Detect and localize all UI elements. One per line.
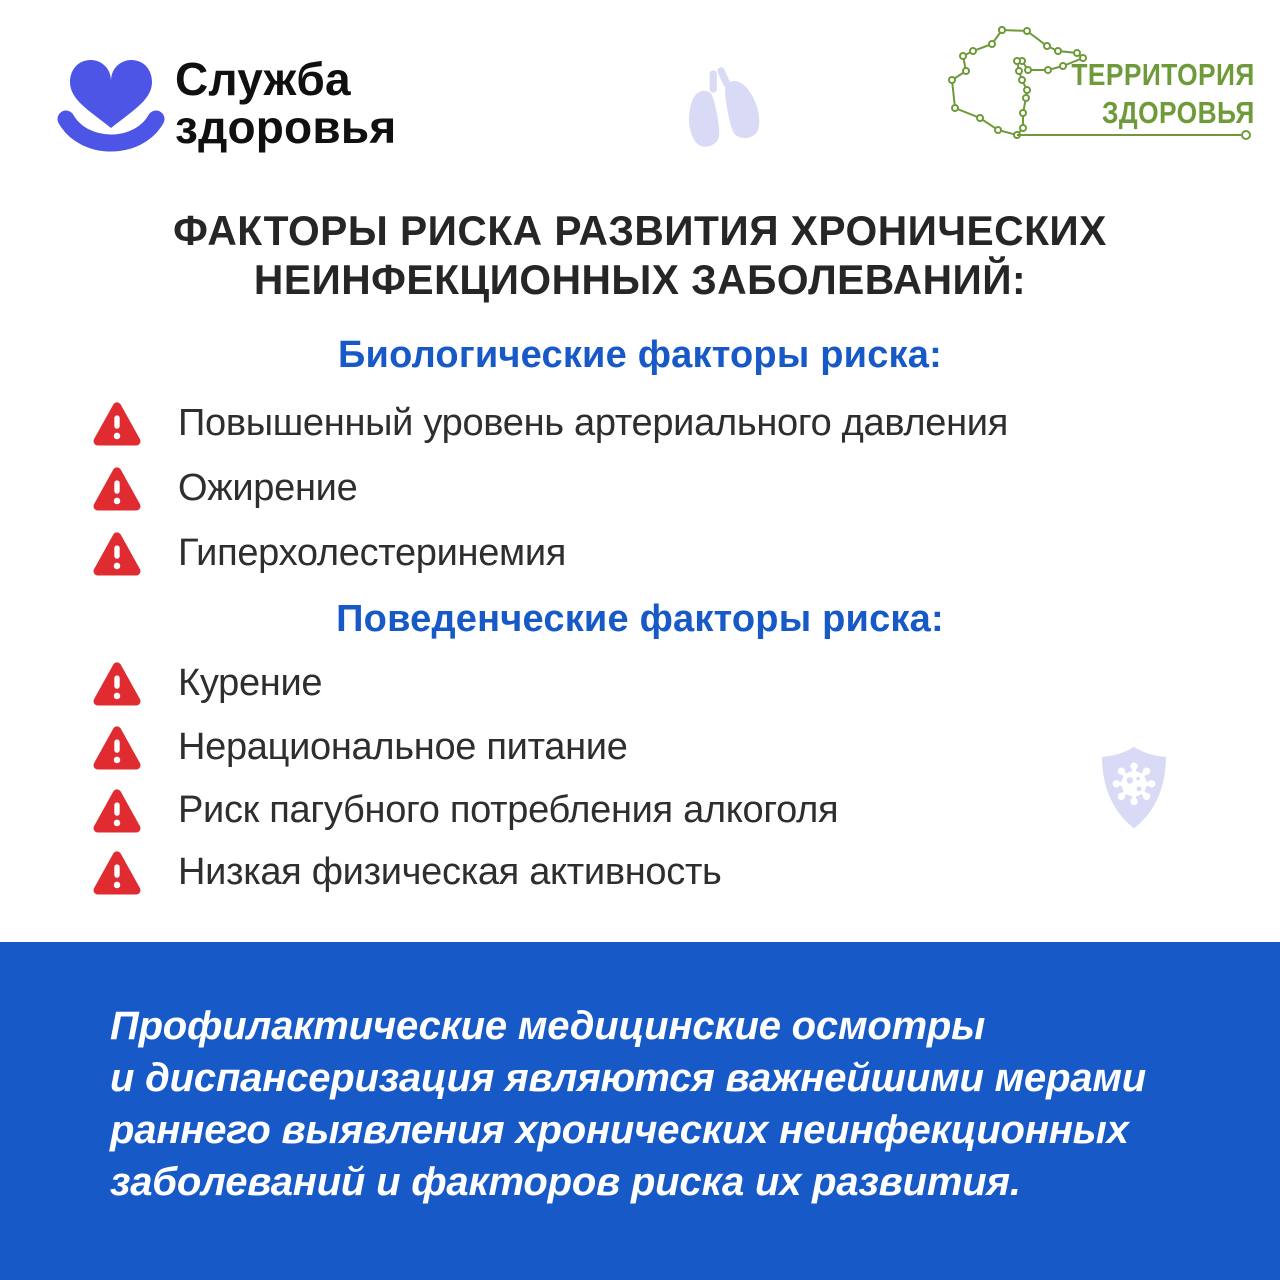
- risk-item: [92, 395, 1008, 451]
- footer-note-line1: Профилактические медицинские осмотры: [110, 1004, 986, 1048]
- warning-triangle-icon: [92, 787, 142, 833]
- footer-note-line2: и диспансеризация являются важнейшими мерами: [110, 1056, 1146, 1100]
- risk-item: [92, 460, 357, 516]
- shield-virus-icon: [1097, 742, 1171, 834]
- risk-item-label: Курение: [178, 661, 323, 704]
- warning-triangle-icon: [92, 660, 142, 706]
- footer-highlight-box: [0, 942, 1280, 1280]
- service-logo: [55, 45, 475, 160]
- warning-triangle-icon: [92, 849, 142, 895]
- warning-triangle-icon: [92, 724, 142, 770]
- risk-item-label: Ожирение: [178, 466, 358, 509]
- risk-item: [92, 844, 722, 900]
- footer-note-line3: раннего выявления хронических неинфекционных: [110, 1108, 1129, 1152]
- page-title-line1: ФАКТОРЫ РИСКА РАЗВИТИЯ ХРОНИЧЕСКИХ: [173, 207, 1107, 254]
- risk-item: [92, 655, 322, 711]
- footer-note-line4: заболеваний и факторов риска их развития.: [110, 1160, 1021, 1204]
- warning-triangle-icon: [92, 465, 142, 511]
- risk-item-label: Гиперхолестеринемия: [178, 531, 567, 574]
- section-title-behavioral: Поведенческие факторы риска:: [336, 598, 944, 640]
- service-logo-line1: Служба: [175, 52, 351, 105]
- page-title-line2: НЕИНФЕКЦИОННЫХ ЗАБОЛЕВАНИЙ:: [253, 256, 1027, 303]
- territory-logo: [935, 18, 1257, 158]
- risk-item-label: Нерациональное питание: [178, 725, 628, 768]
- service-logo-line2: здоровья: [175, 100, 397, 153]
- risk-item: [92, 719, 628, 775]
- section-title-biological: Биологические факторы риска:: [338, 334, 942, 376]
- risk-item: [92, 525, 566, 581]
- warning-triangle-icon: [92, 530, 142, 576]
- risk-item: [92, 782, 838, 838]
- service-logo-text: [175, 52, 397, 153]
- lungs-icon: [668, 52, 779, 163]
- heart-smile-icon: [55, 47, 167, 159]
- page-title: [19, 206, 1261, 304]
- territory-logo-line1: ТЕРРИТОРИЯ: [1071, 57, 1255, 92]
- warning-triangle-icon: [92, 400, 142, 446]
- risk-item-label: Повышенный уровень артериального давления: [178, 401, 1008, 444]
- footer-note: [110, 1000, 1146, 1208]
- risk-item-label: Риск пагубного потребления алкоголя: [178, 788, 839, 831]
- risk-item-label: Низкая физическая активность: [178, 850, 722, 893]
- territory-logo-line2: ЗДОРОВЬЯ: [1102, 95, 1255, 130]
